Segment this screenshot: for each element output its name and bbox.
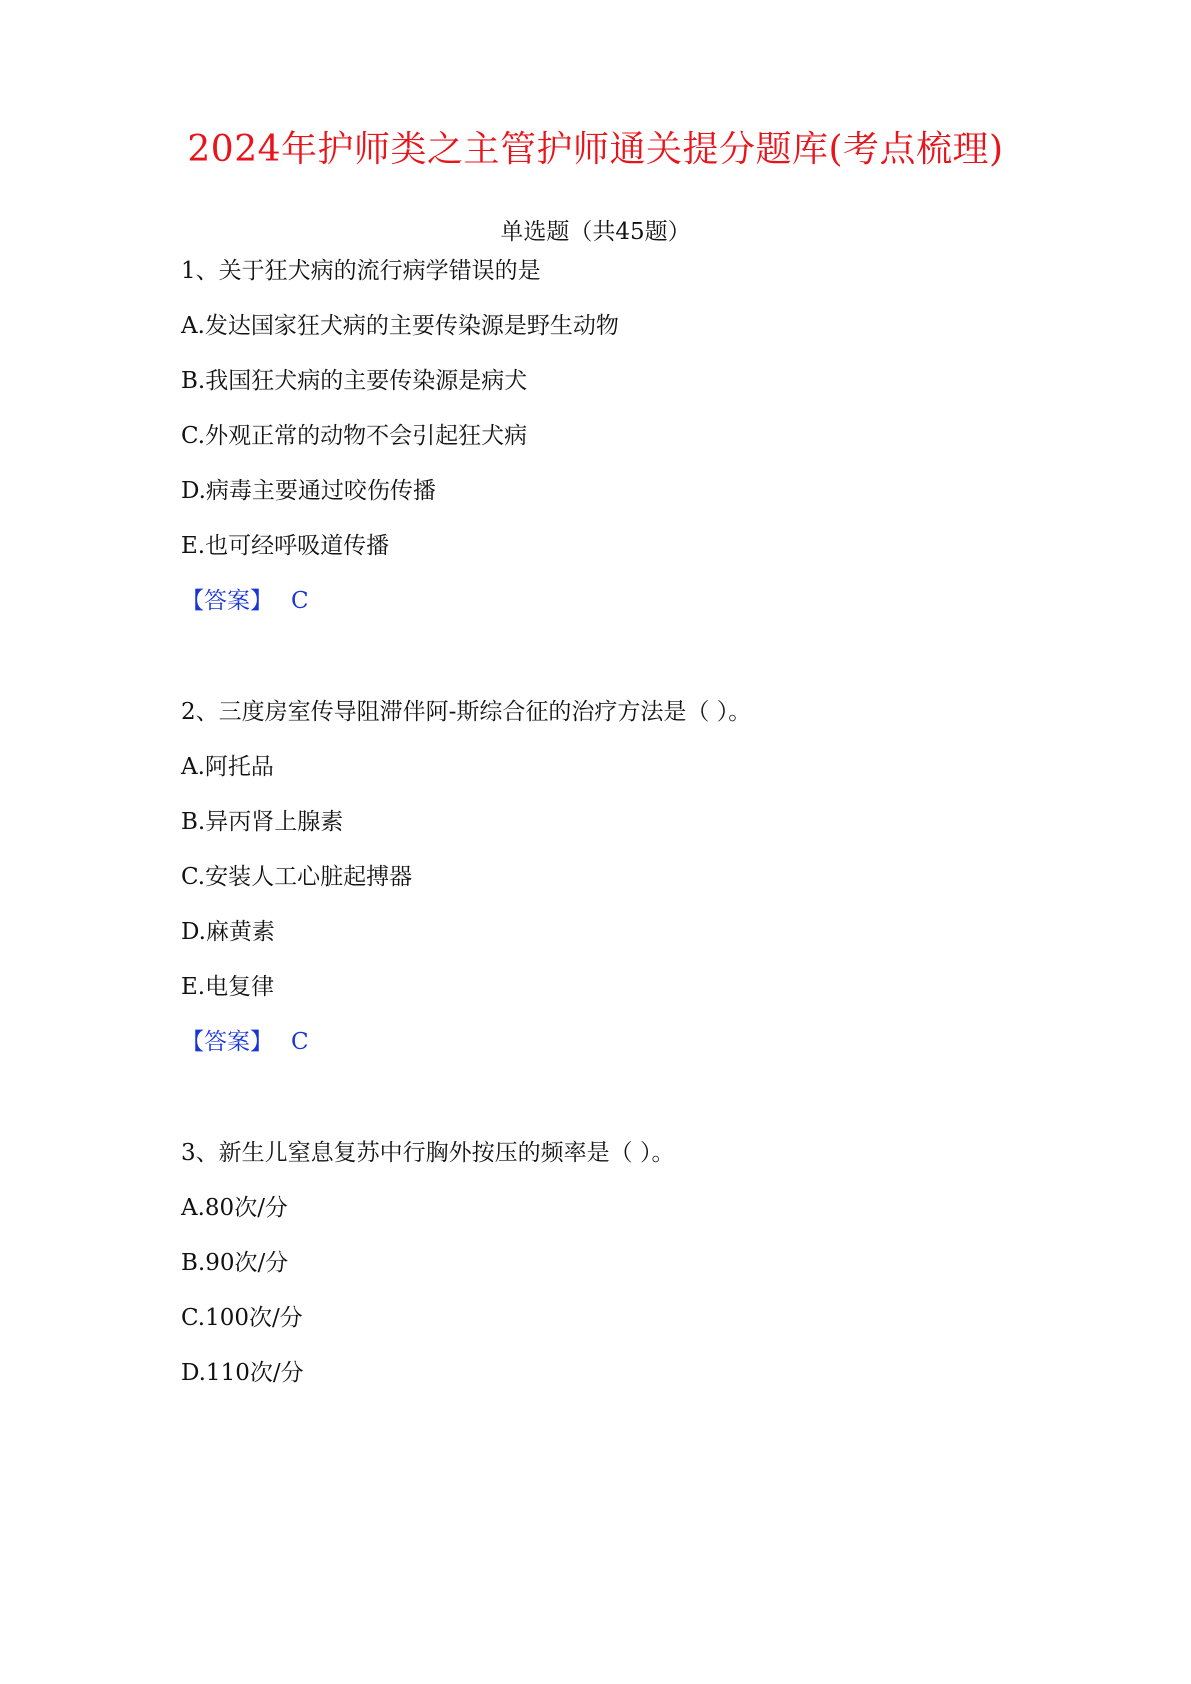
- question-1-stem: 1、关于狂犬病的流行病学错误的是: [181, 258, 541, 284]
- question-1-option-c: C.外观正常的动物不会引起狂犬病: [181, 423, 528, 449]
- section-header: 单选题（共45题）: [500, 219, 691, 245]
- question-2-option-b: B.异丙肾上腺素: [181, 809, 344, 835]
- question-1-option-a: A.发达国家狂犬病的主要传染源是野生动物: [181, 313, 619, 339]
- question-2-option-d: D.麻黄素: [181, 919, 275, 945]
- question-3-stem: 3、新生儿窒息复苏中行胸外按压的频率是（ ）。: [181, 1140, 675, 1166]
- question-2-option-e: E.电复律: [181, 974, 275, 1000]
- question-1-answer: [181, 586, 309, 616]
- answer-label: 【答案】: [181, 588, 273, 614]
- answer-value: C: [291, 588, 309, 614]
- question-2-stem: 2、三度房室传导阻滞伴阿-斯综合征的治疗方法是（ ）。: [181, 699, 752, 725]
- question-2-option-c: C.安装人工心脏起搏器: [181, 864, 413, 890]
- question-1-option-b: B.我国狂犬病的主要传染源是病犬: [181, 368, 528, 394]
- question-3-option-d: D.110次/分: [181, 1360, 304, 1386]
- question-1-option-d: D.病毒主要通过咬伤传播: [181, 478, 436, 504]
- question-3-option-c: C.100次/分: [181, 1305, 303, 1331]
- question-1-option-e: E.也可经呼吸道传播: [181, 533, 390, 559]
- question-2-option-a: A.阿托品: [181, 754, 274, 780]
- answer-value: C: [291, 1029, 309, 1055]
- question-3-option-a: A.80次/分: [181, 1195, 288, 1221]
- document-title: 2024年护师类之主管护师通关提分题库(考点梳理): [187, 129, 1004, 170]
- question-3-option-b: B.90次/分: [181, 1250, 289, 1276]
- question-2-answer: [181, 1027, 309, 1057]
- answer-label: 【答案】: [181, 1029, 273, 1055]
